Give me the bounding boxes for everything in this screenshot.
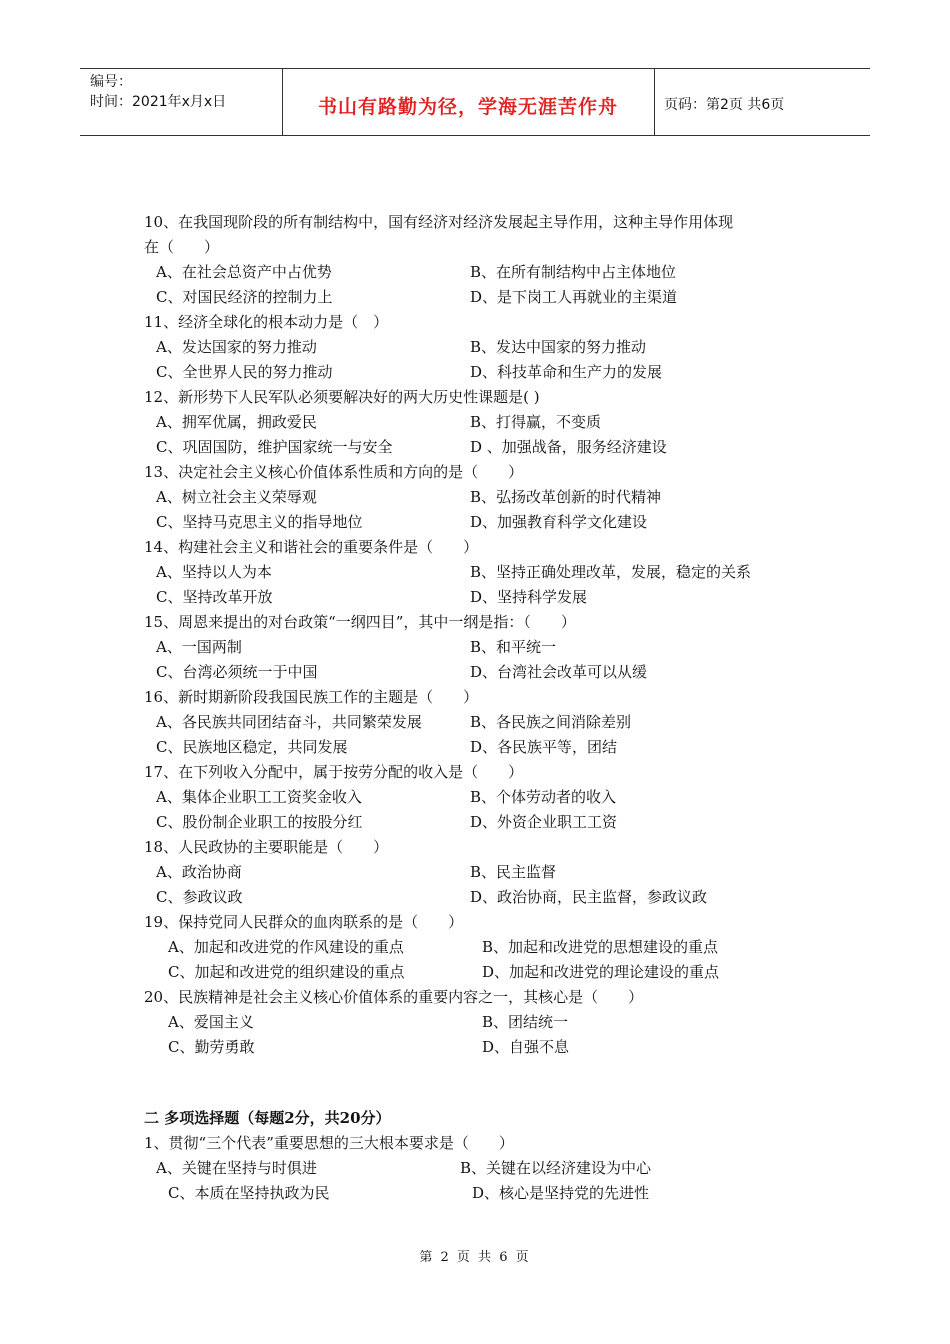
option-d: D、核心是坚持党的先进性	[472, 1184, 650, 1202]
option-b: B、发达中国家的努力推动	[470, 338, 647, 356]
date-line: 时间：2021年x月x日	[90, 94, 227, 110]
option-a: A、各民族共同团结奋斗，共同繁荣发展	[156, 713, 422, 731]
option-c: C、本质在坚持执政为民	[168, 1184, 330, 1202]
serial-label: 编号：	[90, 74, 132, 90]
option-c: C、坚持马克思主义的指导地位	[156, 513, 363, 531]
header-meta	[90, 72, 226, 112]
option-d: D、科技革命和生产力的发展	[470, 363, 663, 381]
option-b: B、个体劳动者的收入	[470, 788, 617, 806]
option-a: A、树立社会主义荣辱观	[156, 488, 317, 506]
question-stem: 19、保持党同人民群众的血肉联系的是（ ）	[144, 913, 464, 931]
question-stem: 20、民族精神是社会主义核心价值体系的重要内容之一，其核心是（ ）	[144, 988, 644, 1006]
header-page-code: 页码：第2页 共6页	[664, 97, 785, 113]
option-c: C、坚持改革开放	[156, 588, 273, 606]
option-c: C、民族地区稳定，共同发展	[156, 738, 348, 756]
option-c: C、巩固国防，维护国家统一与安全	[156, 438, 393, 456]
option-d: D、台湾社会改革可以从缓	[470, 663, 648, 681]
option-a: A、一国两制	[156, 638, 242, 656]
option-b: B、弘扬改革创新的时代精神	[470, 488, 662, 506]
option-d: D、政治协商，民主监督，参政议政	[470, 888, 708, 906]
option-a: A、爱国主义	[168, 1013, 254, 1031]
option-a: A、坚持以人为本	[156, 563, 272, 581]
option-a: A、拥军优属，拥政爱民	[156, 413, 317, 431]
option-c: C、勤劳勇敢	[168, 1038, 255, 1056]
question-stem: 11、经济全球化的根本动力是（ ）	[144, 313, 389, 331]
option-c: C、参政议政	[156, 888, 243, 906]
option-b: B、打得赢，不变质	[470, 413, 602, 431]
option-c: C、对国民经济的控制力上	[156, 288, 333, 306]
option-c: C、加起和改进党的组织建设的重点	[168, 963, 405, 981]
question-stem: 10、在我国现阶段的所有制结构中，国有经济对经济发展起主导作用，这种主导作用体现	[144, 213, 734, 231]
header-motto: 书山有路勤为径，学海无涯苦作舟	[317, 96, 618, 118]
option-d: D、加起和改进党的理论建设的重点	[482, 963, 720, 981]
option-b: B、团结统一	[482, 1013, 569, 1031]
option-d: D、坚持科学发展	[470, 588, 588, 606]
header-bottom-rule	[80, 135, 870, 136]
option-b: B、和平统一	[470, 638, 557, 656]
option-c: C、台湾必须统一于中国	[156, 663, 318, 681]
question-stem: 13、决定社会主义核心价值体系性质和方向的是（ ）	[144, 463, 524, 481]
option-a: A、在社会总资产中占优势	[156, 263, 332, 281]
option-d: D、自强不息	[482, 1038, 570, 1056]
option-b: B、各民族之间消除差别	[470, 713, 632, 731]
question-stem: 1、贯彻“三个代表”重要思想的三大根本要求是（ ）	[144, 1134, 514, 1152]
option-d: D、加强教育科学文化建设	[470, 513, 648, 531]
option-a: A、政治协商	[156, 863, 242, 881]
question-stem: 17、在下列收入分配中，属于按劳分配的收入是（ ）	[144, 763, 524, 781]
question-stem: 15、周恩来提出的对台政策“一纲四目”，其中一纲是指：（ ）	[144, 613, 576, 631]
question-stem-cont: 在（ ）	[144, 238, 220, 256]
option-d: D、各民族平等，团结	[470, 738, 618, 756]
page-footer: 第 2 页 共 6 页	[419, 1250, 531, 1265]
option-d: D、外资企业职工工资	[470, 813, 618, 831]
option-b: B、在所有制结构中占主体地位	[470, 263, 677, 281]
option-b: B、加起和改进党的思想建设的重点	[482, 938, 719, 956]
option-d: D、是下岗工人再就业的主渠道	[470, 288, 678, 306]
option-b: B、关键在以经济建设为中心	[460, 1159, 652, 1177]
option-c: C、全世界人民的努力推动	[156, 363, 333, 381]
option-b: B、民主监督	[470, 863, 557, 881]
question-stem: 14、构建社会主义和谐社会的重要条件是（ ）	[144, 538, 479, 556]
question-stem: 16、新时期新阶段我国民族工作的主题是（ ）	[144, 688, 479, 706]
option-c: C、股份制企业职工的按股分红	[156, 813, 363, 831]
option-a: A、集体企业职工工资奖金收入	[156, 788, 362, 806]
option-a: A、加起和改进党的作风建设的重点	[168, 938, 404, 956]
header-top-rule	[80, 68, 870, 69]
option-a: A、关键在坚持与时俱进	[156, 1159, 317, 1177]
question-stem: 12、新形势下人民军队必须要解决好的两大历史性课题是( )	[144, 388, 540, 406]
question-stem: 18、人民政协的主要职能是（ ）	[144, 838, 389, 856]
option-d: D 、加强战备，服务经济建设	[470, 438, 667, 456]
option-b: B、坚持正确处理改革，发展，稳定的关系	[470, 563, 752, 581]
header-divider-right	[654, 68, 655, 136]
section-title: 二 多项选择题（每题2分，共20分）	[144, 1109, 391, 1127]
option-a: A、发达国家的努力推动	[156, 338, 317, 356]
